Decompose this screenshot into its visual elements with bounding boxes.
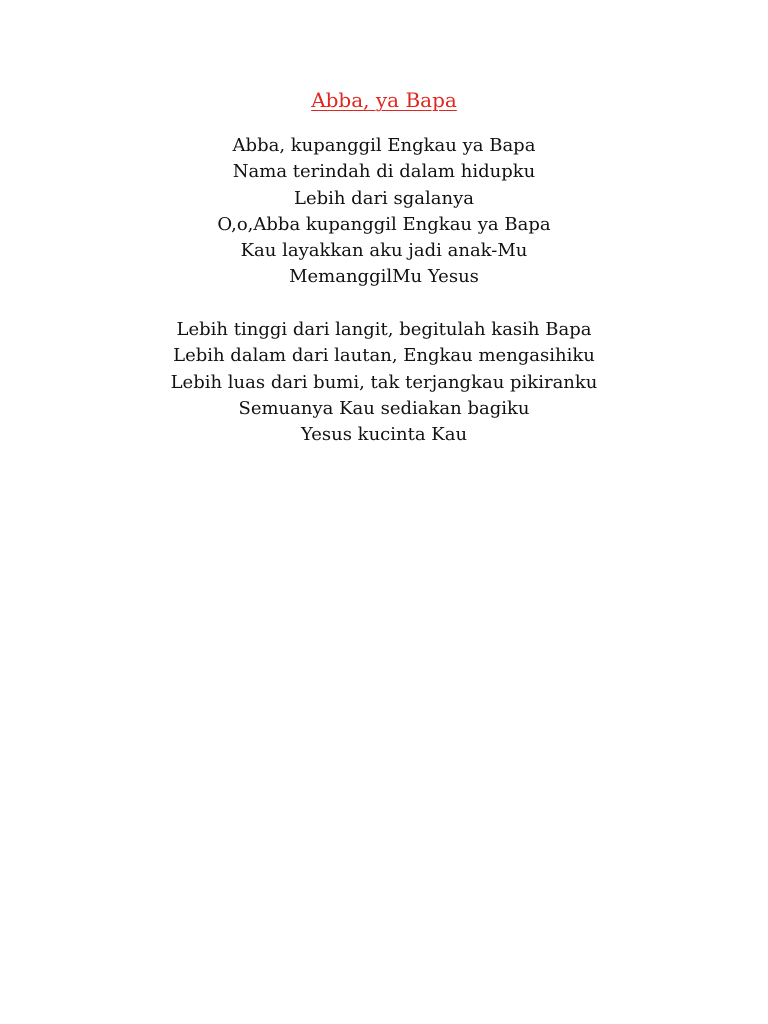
lyric-line: Lebih dari sgalanya: [293, 187, 474, 209]
lyric-line: Lebih luas dari bumi, tak terjangkau pikiranku: [170, 371, 598, 393]
lyric-line: Lebih dalam dari lautan, Engkau mengasihiku: [173, 345, 595, 367]
lyric-line: Semuanya Kau sediakan bagiku: [238, 397, 530, 419]
song-title: Abba, ya Bapa: [311, 88, 457, 112]
stanza-1: [0, 133, 768, 291]
lyric-line: MemanggilMu Yesus: [289, 266, 479, 288]
lyric-line: O,o,Abba kupanggil Engkau ya Bapa: [217, 213, 551, 235]
lyric-line: Abba, kupanggil Engkau ya Bapa: [232, 135, 536, 156]
lyric-line: Lebih tinggi dari langit, begitulah kasih Bapa: [176, 319, 592, 340]
stanza-2: [0, 317, 768, 448]
lyric-line: Kau layakkan aku jadi anak-Mu: [240, 240, 528, 262]
lyric-line: Nama terindah di dalam hidupku: [232, 161, 536, 183]
lyric-line: Yesus kucinta Kau: [300, 424, 468, 446]
